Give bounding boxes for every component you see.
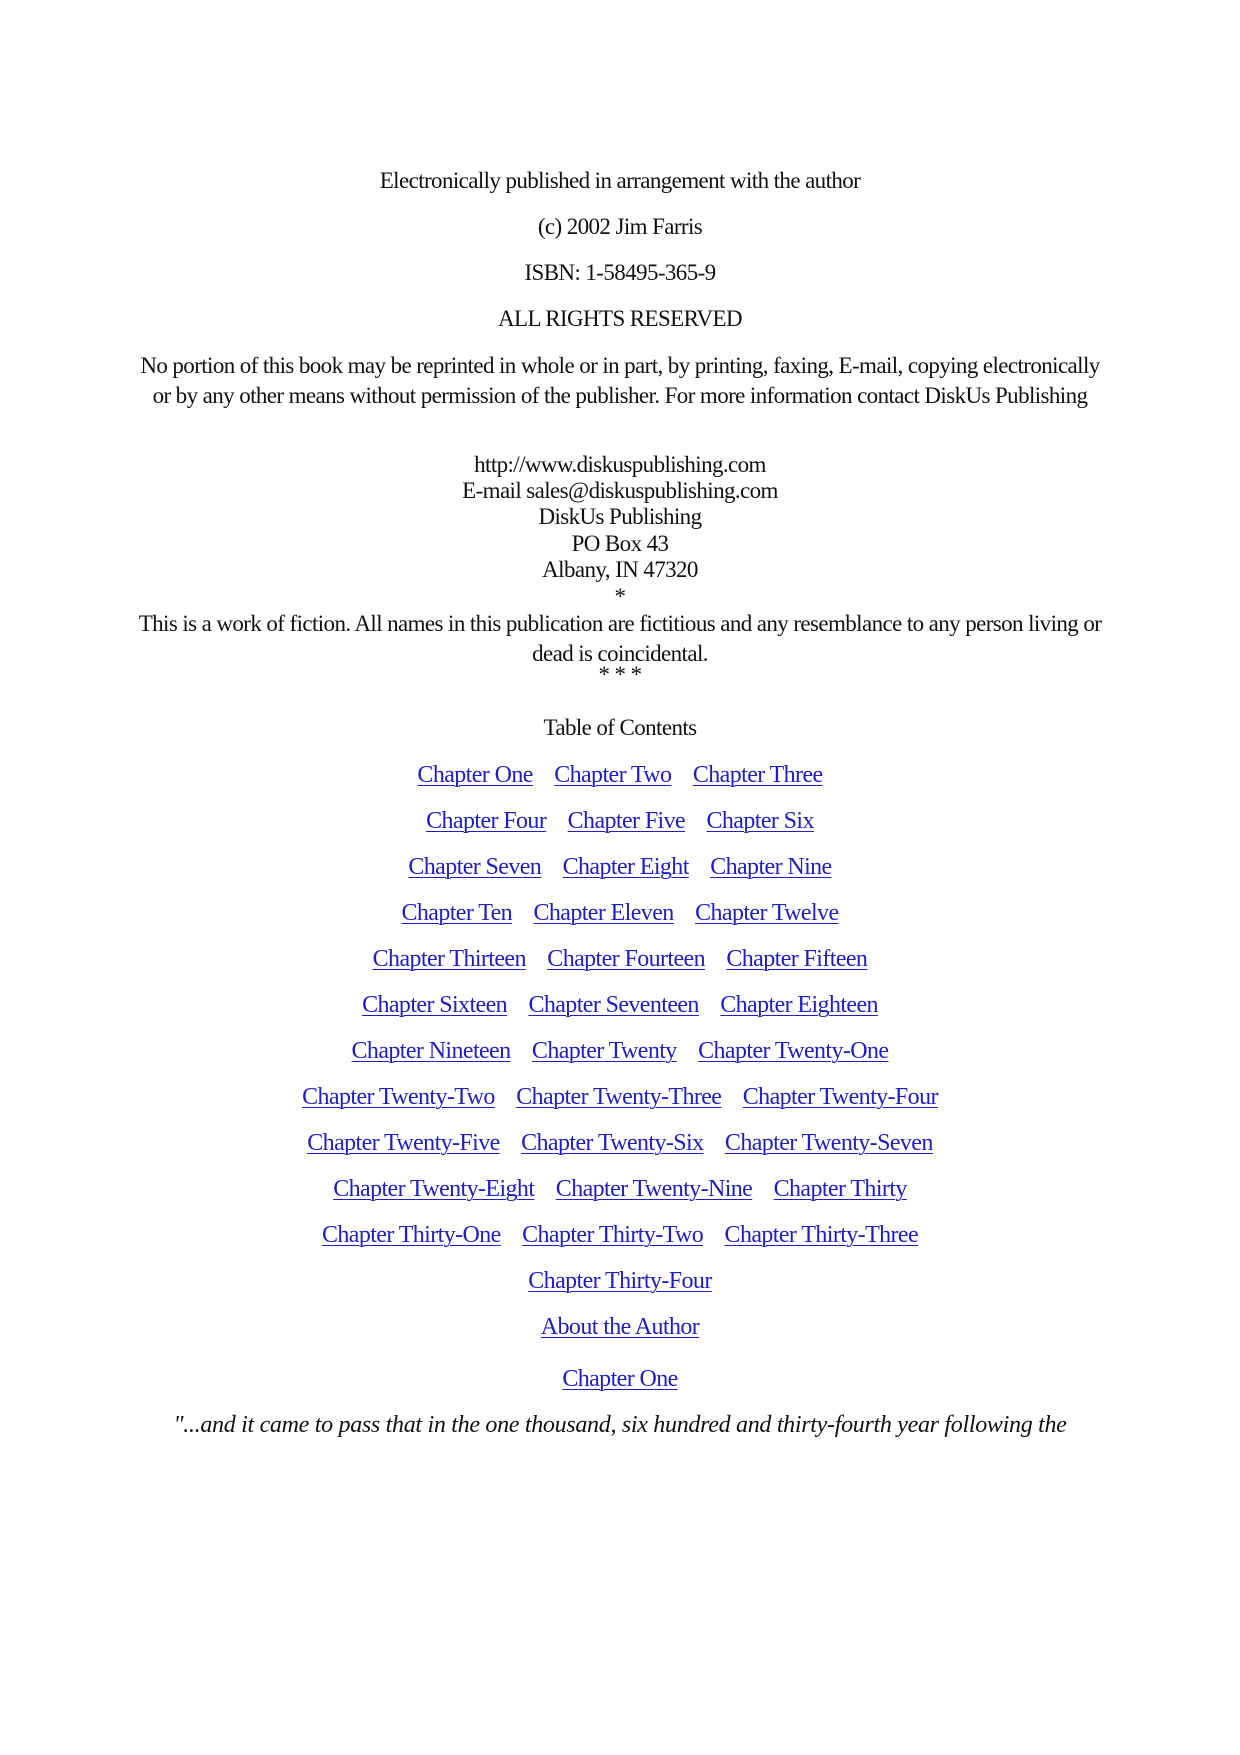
toc-row xyxy=(0,1312,1240,1342)
publisher-website: http://www.diskuspublishing.com xyxy=(474,452,766,477)
toc-link-chapter-twenty-six[interactable]: Chapter Twenty-Six xyxy=(521,1130,704,1156)
toc-row xyxy=(0,852,1240,882)
toc-link-chapter-twenty-three[interactable]: Chapter Twenty-Three xyxy=(516,1084,722,1110)
toc-row xyxy=(0,806,1240,836)
toc-link-chapter-two[interactable]: Chapter Two xyxy=(554,762,672,788)
toc-link-chapter-five[interactable]: Chapter Five xyxy=(567,808,686,834)
toc-link-chapter-eleven[interactable]: Chapter Eleven xyxy=(533,900,674,926)
rights-line: ALL RIGHTS RESERVED xyxy=(497,306,742,331)
toc-link-chapter-eight[interactable]: Chapter Eight xyxy=(562,854,689,880)
toc-link-chapter-twenty[interactable]: Chapter Twenty xyxy=(531,1038,677,1064)
toc-row xyxy=(0,1082,1240,1112)
toc-row xyxy=(0,1128,1240,1158)
toc-row xyxy=(0,1036,1240,1066)
toc-link-chapter-eighteen[interactable]: Chapter Eighteen xyxy=(720,992,878,1018)
fiction-notice: This is a work of fiction. All names in this publication are fictitious and any resemblance to any person living or dead is coincidental. xyxy=(138,611,1102,666)
reprint-notice: No portion of this book may be reprinted in whole or in part, by printing, faxing, E-mail, copying electronically or by any other means without permission of the publisher. For more information contact DiskUs Publishing xyxy=(140,353,1100,408)
toc-link-chapter-three[interactable]: Chapter Three xyxy=(692,762,823,788)
toc-link-chapter-four[interactable]: Chapter Four xyxy=(426,808,547,834)
toc-row xyxy=(0,1174,1240,1204)
toc-link-chapter-thirty-one[interactable]: Chapter Thirty-One xyxy=(321,1222,501,1248)
separator-asterisks: * * * xyxy=(598,662,642,687)
toc-title: Table of Contents xyxy=(543,715,697,740)
separator-asterisk: * xyxy=(614,584,626,609)
toc-link-chapter-ten[interactable]: Chapter Ten xyxy=(401,900,513,926)
toc-link-chapter-nineteen[interactable]: Chapter Nineteen xyxy=(351,1038,511,1064)
toc-link-chapter-thirty-three[interactable]: Chapter Thirty-Three xyxy=(724,1222,919,1248)
toc-link-chapter-thirteen[interactable]: Chapter Thirteen xyxy=(372,946,526,972)
toc-link-chapter-thirty-four[interactable]: Chapter Thirty-Four xyxy=(528,1268,712,1294)
toc-link-chapter-twenty-four[interactable]: Chapter Twenty-Four xyxy=(742,1084,938,1110)
toc-link-chapter-fifteen[interactable]: Chapter Fifteen xyxy=(726,946,868,972)
toc-link-chapter-seven[interactable]: Chapter Seven xyxy=(408,854,542,880)
publisher-po-box: PO Box 43 xyxy=(571,531,669,556)
toc-row xyxy=(0,1220,1240,1250)
toc-link-chapter-twenty-two[interactable]: Chapter Twenty-Two xyxy=(302,1084,495,1110)
copyright-line: (c) 2002 Jim Farris xyxy=(537,214,703,239)
toc-link-chapter-six[interactable]: Chapter Six xyxy=(706,808,814,834)
toc-link-chapter-twenty-nine[interactable]: Chapter Twenty-Nine xyxy=(555,1176,753,1202)
opening-quote: "...and it came to pass that in the one thousand, six hundred and thirty-fourth year following the xyxy=(173,1412,1067,1438)
toc-row xyxy=(0,944,1240,974)
toc-link-chapter-twenty-one[interactable]: Chapter Twenty-One xyxy=(698,1038,889,1064)
publisher-name: DiskUs Publishing xyxy=(538,504,702,529)
toc-link-chapter-twenty-eight[interactable]: Chapter Twenty-Eight xyxy=(333,1176,535,1202)
publisher-email: E-mail sales@diskuspublishing.com xyxy=(462,478,778,503)
toc-link-chapter-fourteen[interactable]: Chapter Fourteen xyxy=(547,946,705,972)
publication-note: Electronically published in arrangement with the author xyxy=(379,168,861,193)
toc-link-chapter-one[interactable]: Chapter One xyxy=(417,762,533,788)
toc-row xyxy=(0,760,1240,790)
toc-link-chapter-seventeen[interactable]: Chapter Seventeen xyxy=(528,992,699,1018)
chapter-one-heading-link[interactable]: Chapter One xyxy=(562,1366,678,1392)
isbn-line: ISBN: 1-58495-365-9 xyxy=(524,260,716,285)
toc-link-chapter-twelve[interactable]: Chapter Twelve xyxy=(695,900,839,926)
toc-row xyxy=(0,898,1240,928)
toc-link-chapter-nine[interactable]: Chapter Nine xyxy=(710,854,832,880)
toc-link-chapter-thirty[interactable]: Chapter Thirty xyxy=(773,1176,907,1202)
toc-row xyxy=(0,990,1240,1020)
toc-link-chapter-thirty-two[interactable]: Chapter Thirty-Two xyxy=(522,1222,704,1248)
toc-row xyxy=(0,1266,1240,1296)
toc-link-chapter-twenty-five[interactable]: Chapter Twenty-Five xyxy=(307,1130,500,1156)
publisher-city: Albany, IN 47320 xyxy=(542,557,698,582)
toc-link-about-the-author[interactable]: About the Author xyxy=(540,1314,700,1340)
toc-link-chapter-sixteen[interactable]: Chapter Sixteen xyxy=(362,992,508,1018)
toc-link-chapter-twenty-seven[interactable]: Chapter Twenty-Seven xyxy=(724,1130,933,1156)
chapter-heading-row xyxy=(0,1364,1240,1394)
